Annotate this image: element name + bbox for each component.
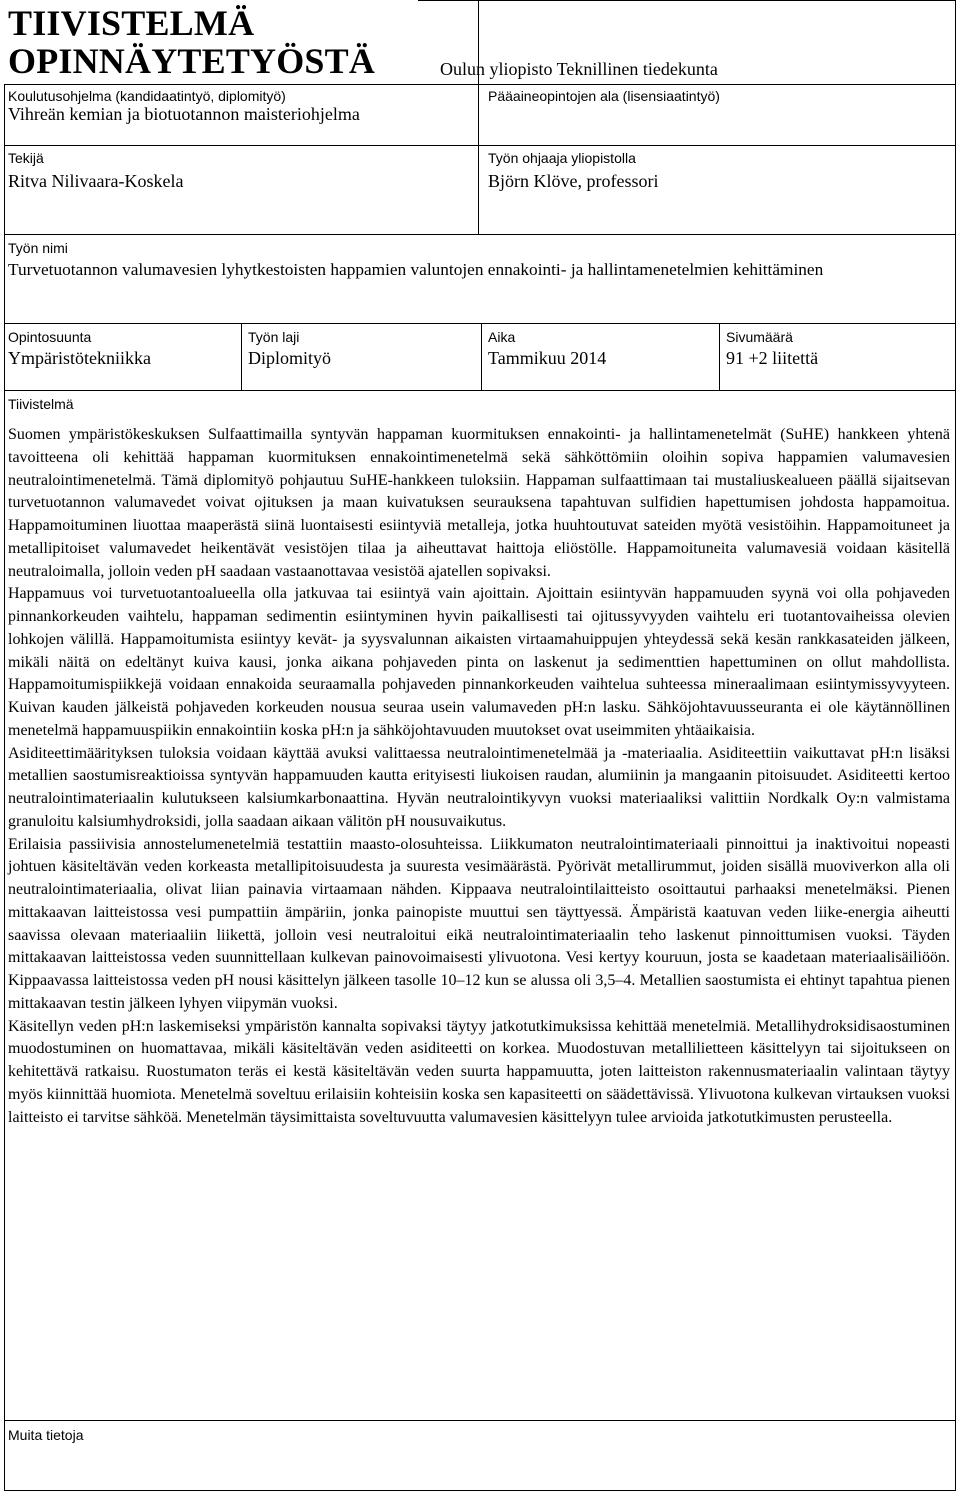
row-rule-4 [4, 390, 956, 391]
title-line-1: TIIVISTELMÄ [8, 3, 255, 43]
row-rule-5 [4, 1420, 956, 1421]
left-border [4, 84, 5, 1491]
abstract-paragraph: Erilaisia passiivisia annostelumenetelmiä testattiin maasto-olosuhteissa. Liikkumaton neutralointimateriaali pinnoittui ja inaktivoitui nopeasti johtuen käsiteltävän veden korkeasta metallipitoisuudesta ja suuresta vesimäärästä. Pyörivät metallirummut, joiden sisällä muoviverkon alla oli neutralointimateriaalia, olivat liian painavia virtaamaan nähden. Kippaava neutralointilaitteisto osoittautui parhaaksi menetelmäksi. Pienen mittakaavan laitteistossa vesi pumpattiin ämpäriin, jonka painopiste muuttui sen täyttyessä. Ämpäristä kaatuvan veden liike-energia aiheutti saavissa olevaan materiaaliin liikettä, jolloin vesi neutraloitui eikä neutralointimateriaalin teho laskenut pinnoittumisen vuoksi. Täyden mittakaavan laitteistossa veden suunnittellaan kulkevan painovoimaisesti ylivuotona. Vesi kertyy kouruun, josta se kaadetaan materiaalisäiliöön. Kippaavassa laitteistossa veden pH nousi käsittelyn jälkeen tasolle 10–12 kun se alussa oli 3,5–4. Metallien saostumista ei ehtinyt tapahtua pienen mittakaavan testin jälkeen lyhyen viipymän vuoksi. [8, 835, 950, 1012]
degree-value: Vihreän kemian ja biotuotannon maisteriohjelma [8, 104, 360, 124]
abstract-paragraph: Happamuus voi turvetuotantoalueella olla jatkuvaa tai esiintyä vain ajoittain. Ajoittain esiintyvän happamuuden syynä voi olla pohjaveden pinnankorkeuden vaihtelu, happaman sedimentin esiintyminen hyvin paikallisesti tai ojitussyvyyden vaihtelu eri tuotantovaiheissa olevien lohkojen välillä. Happamoitumista esiintyy kevät- ja syysvalunnan aikaisten virtaamahuippujen yhteydessä sekä kesän rankkasateiden jälkeen, mikäli näitä on edeltänyt kuiva kausi, jonka aikana pohjaveden pinta on laskenut ja sedimenttien hapettuminen on ollut mahdollista. Happamoitumispiikkejä voidaan ennakoida seuraamalla pohjaveden pinnankorkeuden vaihtelua suhteessa mineraalimaan esiintymissyvyyteen. Kuivan kauden jälkeistä pohjaveden korkeuden nousua seuraa usein valumaveden pH:n lasku. Sähköjohtavuusseuranta ei ole käytännöllinen menetelmä happamuuspiikin ennakointiin koska pH:n ja sähköjohtavuuden muutokset ovat useimmiten yhtäaikaisia. [8, 585, 950, 739]
author-label: Tekijä [8, 150, 44, 166]
author-value: Ritva Nilivaara-Koskela [8, 171, 184, 191]
meta-divider-1 [241, 323, 242, 390]
university-name: Oulun yliopisto Teknillinen tiedekunta [440, 59, 718, 79]
supervisor-label: Työn ohjaaja yliopistolla [488, 150, 636, 166]
row-rule-3 [4, 323, 956, 324]
pages-value: 91 +2 liitettä [726, 348, 819, 368]
abstract-paragraph: Käsitellyn veden pH:n laskemiseksi ympäristön kannalta sopivaksi täytyy jatkotutkimuksissa kehittää menetelmiä. Metallihydroksidisaostuminen muodostuminen on huomattavaa, mikäli käsiteltävän veden asiditeetti on korkea. Muodostuvan metallilietteen käsittelyyn tai sijoitukseen on kehitettävä ratkaisu. Ruostumaton teräs ei kestä käsiteltävän veden suurta happamuutta, joten laitteiston rakennusmateriaalin valintaan täytyy myös kiinnittää huomiota. Menetelmä soveltuu erilaisiin kohteisiin koska sen kapasiteetti on säädettävissä. Ylivuotona kulkevan virtauksen vuoksi laitteisto ei tarvitse sähköä. Menetelmän täysimittaista soveltuvuutta valumavesien käsittelyyn tulee arvioida jatkotutkimusten perusteella. [8, 1017, 950, 1126]
bottom-border [4, 1490, 956, 1491]
abstract-paragraph: Suomen ympäristökeskuksen Sulfaattimailla syntyvän happaman kuormituksen ennakointi- ja hallintamenetelmät (SuHE) hankkeen yhtenä tavoitteena oli kehittää happaman kuormituksen ennakointimenetelmä sekä sähköttömiin oloihin sopiva happamien valumavesien neutralointimenetelmä. Tämä diplomityö pohjautuu SuHE-hankkeen tuloksiin. Happaman sulfaattimaan tai mustaliuskealueen päällä sijaitsevan turvetuotannon valumavedet voivat ojituksen ja maan kuivatuksen seurauksena tapahtuvan sulfidien hapettumisen johdosta happamoitua. Happamoituminen liuottaa maaperästä siinä luontaisesti esiintyviä metalleja, jotka huuhtoutuvat sateiden myötä vesistöihin. Happamoituneet ja metallipitoiset valumavedet heikentävät vesistöjen tilaa ja aiheuttavat haittoja eliöstölle. Happamoituneita valumavesiä voidaan käsitellä neutraloimalla, jolloin veden pH saadaan vastaanottavaa vesistöä ajatellen sopivaksi. [8, 426, 950, 580]
abstract-label: Tiivistelmä [8, 396, 74, 412]
top-border [418, 0, 956, 1]
header-divider [478, 0, 479, 234]
page-title [8, 4, 375, 80]
pages-label: Sivumäärä [726, 329, 793, 345]
degree-label: Koulutusohjelma (kandidaatintyö, diplomityö) [8, 88, 286, 104]
row-rule-2 [4, 234, 956, 235]
supervisor-value: Björn Klöve, professori [488, 171, 659, 191]
meta-divider-2 [481, 323, 482, 390]
work-name-label: Työn nimi [8, 240, 68, 256]
title-line-2: OPINNÄYTETYÖSTÄ [8, 41, 376, 81]
type-label: Työn laji [248, 329, 300, 345]
meta-divider-3 [719, 323, 720, 390]
date-label: Aika [488, 329, 516, 345]
work-name-value: Turvetuotannon valumavesien lyhytkestoisten happamien valuntojen ennakointi- ja hallintamenetelmien kehittäminen [8, 260, 824, 279]
abstract-body [8, 424, 950, 1129]
type-value: Diplomityö [248, 348, 332, 368]
other-info-label: Muita tietoja [8, 1427, 84, 1443]
row-rule-1 [4, 145, 956, 146]
abstract-paragraph: Asiditeettimäärityksen tuloksia voidaan käyttää avuksi valittaessa neutralointimenetelmää ja -materiaalia. Asiditeettiin vaikuttavat pH:n lisäksi metallien saostumisreaktioissa syntyvän happamuuden kautta erityisesti liukoisen raudan, alumiinin ja mangaanin pitoisuudet. Asiditeetti kertoo neutralointimateriaalin kulutukseen kalsiumkarbonaattina. Hyvän neutralointikyvyn vuoksi materiaaliksi valittiin Nordkalk Oy:n valmistama granuloitu kalsiumhydroksidi, jolla saadaan aikaan välitön pH nousuvaikutus. [8, 744, 950, 830]
major-label: Pääaineopintojen ala (lisensiaatintyö) [488, 88, 720, 104]
study-label: Opintosuunta [8, 329, 92, 345]
date-value: Tammikuu 2014 [488, 348, 607, 368]
right-border [955, 0, 956, 1491]
study-value: Ympäristötekniikka [8, 348, 151, 368]
title-rule [4, 84, 956, 85]
